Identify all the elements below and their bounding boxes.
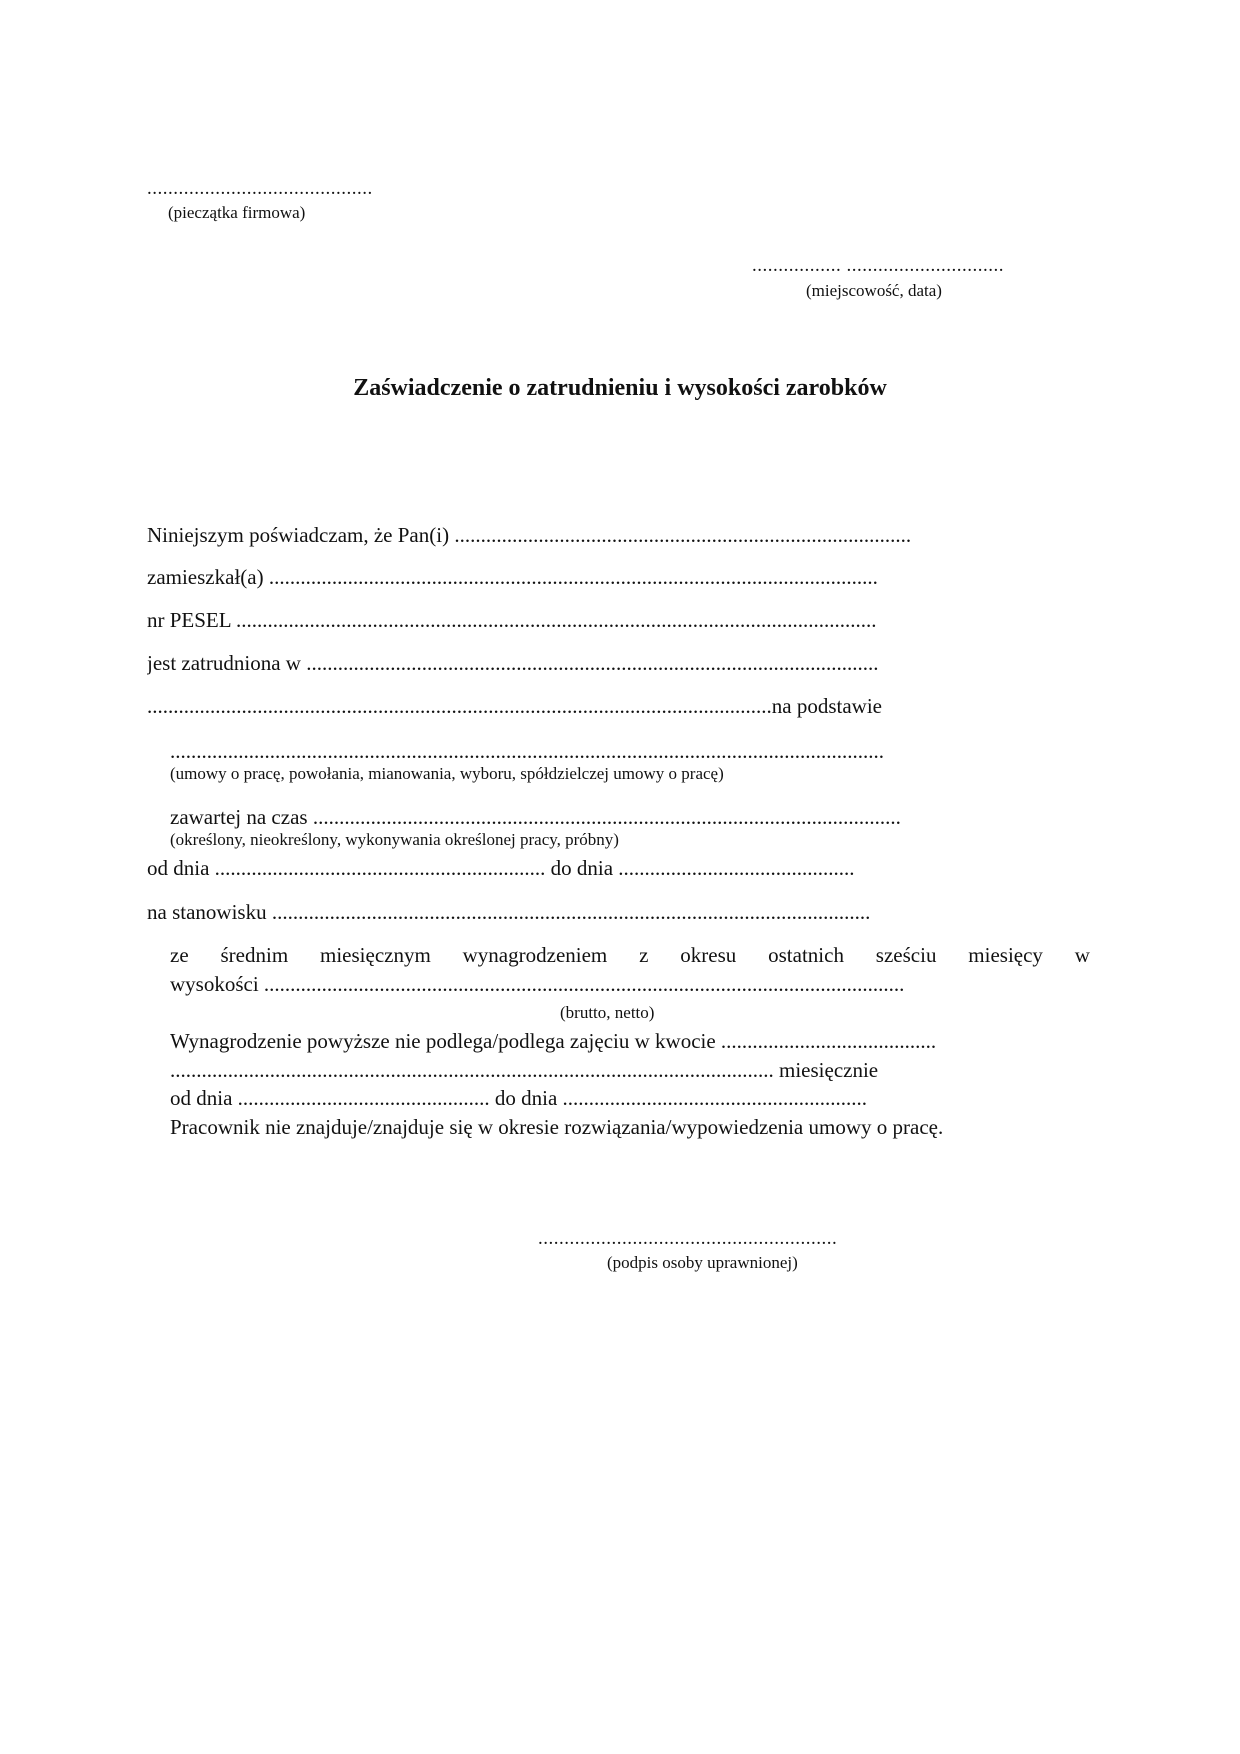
stamp-label: (pieczątka firmowa): [168, 203, 306, 222]
salary-word: okresu: [680, 943, 737, 967]
salary-word: ostatnich: [768, 943, 844, 967]
document-title: Zaświadczenie o zatrudnieniu i wysokości zarobków: [353, 375, 887, 401]
signature-placeholder: .........................................................: [538, 1228, 838, 1249]
contract-period-note: (określony, nieokreślony, wykonywania określonej pracy, próbny): [170, 830, 619, 849]
field-garnishment-dates: od dnia ................................................ do dnia ..........................................................: [170, 1086, 868, 1110]
salary-word: sześciu: [875, 943, 937, 967]
field-position: na stanowisku ..................................................................................................................: [147, 900, 871, 924]
salary-word: ze: [170, 943, 189, 967]
signature-label: (podpis osoby uprawnionej): [607, 1253, 798, 1272]
field-pesel: nr PESEL ..........................................................................................................................: [147, 608, 877, 632]
field-contract-period: zawartej na czas ................................................................................................................: [170, 805, 901, 829]
field-monthly: [170, 1057, 1090, 1083]
salary-word: miesięcy: [968, 943, 1043, 967]
salary-note: (brutto, netto): [560, 1003, 655, 1022]
salary-word: miesięcznym: [320, 943, 431, 967]
salary-sentence: [170, 942, 1090, 968]
field-employer-cont: [147, 693, 1067, 719]
salary-word: z: [639, 943, 649, 967]
field-date-range: od dnia ............................................................... do dnia .............................................: [147, 856, 855, 880]
field-name: Niniejszym poświadczam, że Pan(i) .......................................................................................: [147, 523, 912, 547]
field-address: zamieszkał(a) ....................................................................................................................: [147, 565, 878, 589]
field-contract-basis: ........................................................................................................................................: [170, 739, 884, 763]
salary-word: wynagrodzeniem: [462, 943, 608, 967]
field-employer: jest zatrudniona w .............................................................................................................: [147, 651, 879, 675]
field-salary-amount: wysokości ..........................................................................................................................: [170, 972, 905, 996]
place-date-placeholder: ................. ..............................: [752, 255, 1004, 276]
place-date-label: (miejscowość, data): [806, 281, 942, 300]
field-employer-cont-text: .......................................................................................................................na podstawie: [147, 694, 882, 718]
salary-word: średnim: [220, 943, 289, 967]
salary-word: w: [1074, 943, 1090, 967]
termination-statement: Pracownik nie znajduje/znajduje się w okresie rozwiązania/wypowiedzenia umowy o pracę.: [170, 1115, 944, 1139]
contract-basis-note: (umowy o pracę, powołania, mianowania, wyboru, spółdzielczej umowy o pracę): [170, 764, 724, 783]
stamp-placeholder: ...........................................: [147, 178, 373, 199]
field-monthly-text: ................................................................................................................... miesięcznie: [170, 1058, 879, 1082]
field-garnishment: Wynagrodzenie powyższe nie podlega/podlega zajęciu w kwocie .........................................: [170, 1029, 937, 1053]
